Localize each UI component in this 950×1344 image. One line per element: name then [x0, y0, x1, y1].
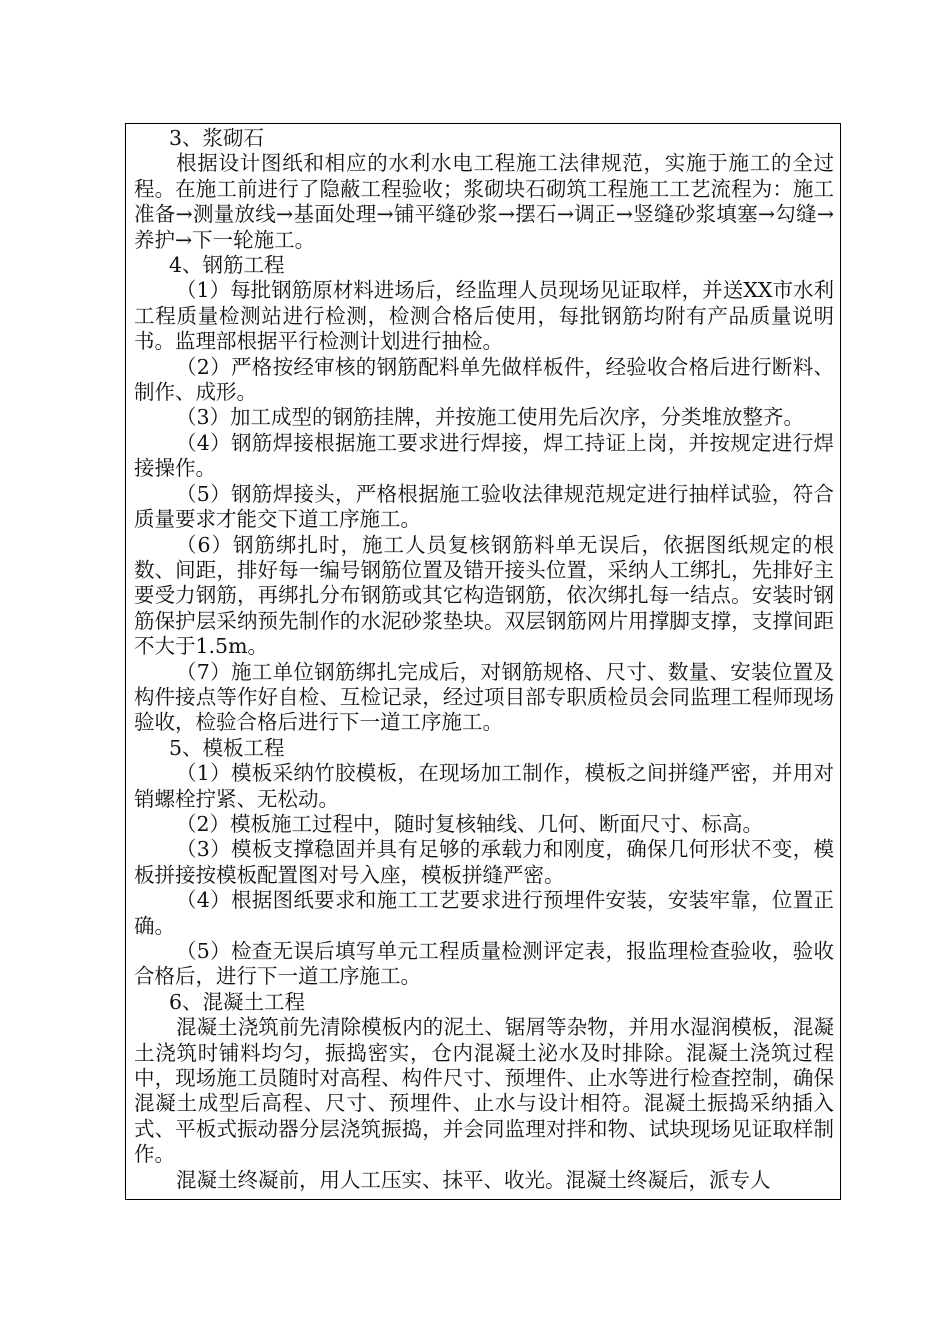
paragraph: （5）钢筋焊接头，严格根据施工验收法律规范规定进行抽样试验，符合质量要求才能交下道工序施工。 — [134, 481, 834, 532]
paragraph: 混凝土终凝前，用人工压实、抹平、收光。混凝土终凝后，派专人 — [176, 1167, 771, 1192]
paragraph: 根据设计图纸和相应的水利水电工程施工法律规范，实施于施工的全过程。在施工前进行了隐蔽工程验收；浆砌块石砌筑工程施工工艺流程为：施工准备→测量放线→基面处理→铺平缝砂浆→摆石→调正→竖缝砂浆填塞→勾缝→养护→下一轮施工。 — [134, 151, 834, 252]
paragraph: （1）模板采纳竹胶模板，在现场加工制作，模板之间拼缝严密，并用对销螺栓拧紧、无松动。 — [134, 761, 834, 811]
paragraph: 混凝土浇筑前先清除模板内的泥土、锯屑等杂物，并用水湿润模板，混凝土浇筑时铺料均匀，振捣密实，仓内混凝土泌水及时排除。混凝土浇筑过程中，现场施工员随时对高程、构件尺寸、预埋件、止水等进行检查控制，确保混凝土成型后高程、尺寸、预埋件、止水与设计相符。混凝土振捣采纳插入式、平板式振动器分层浇筑振捣，并会同监理对拌和物、试块现场见证取样制作。 — [134, 1015, 834, 1167]
paragraph: （3）模板支撑稳固并具有足够的承载力和刚度，确保几何形状不变，模板拼接按模板配置图对号入座，模板拼缝严密。 — [134, 837, 834, 887]
paragraph: （4）根据图纸要求和施工工艺要求进行预埋件安装，安装牢靠，位置正确。 — [134, 888, 834, 938]
document-body — [134, 126, 834, 1193]
paragraph: （5）检查无误后填写单元工程质量检测评定表，报监理检查验收，验收合格后，进行下一道工序施工。 — [134, 939, 834, 989]
paragraph: （2）模板施工过程中，随时复核轴线、几何、断面尺寸、标高。 — [176, 811, 764, 836]
section-heading-concrete: 6、混凝土工程 — [169, 989, 306, 1014]
paragraph: （6）钢筋绑扎时，施工人员复核钢筋料单无误后，依据图纸规定的根数、间距，排好每一编号钢筋位置及错开接头位置，采纳人工绑扎，先排好主要受力钢筋，再绑扎分布钢筋或其它构造钢筋，依次绑扎每一结点。安装时钢筋保护层采纳预先制作的水泥砂浆垫块。双层钢筋网片用撑脚支撑，支撑间距不大于1.5m。 — [134, 532, 834, 659]
section-heading-formwork: 5、模板工程 — [169, 735, 285, 760]
section-heading-masonry: 3、浆砌石 — [169, 126, 265, 150]
paragraph: （7）施工单位钢筋绑扎完成后，对钢筋规格、尺寸、数量、安装位置及构件接点等作好自检、互检记录，经过项目部专职质检员会同监理工程师现场验收，检验合格后进行下一道工序施工。 — [134, 659, 834, 735]
paragraph: （4）钢筋焊接根据施工要求进行焊接，焊工持证上岗，并按规定进行焊接操作。 — [134, 430, 834, 481]
paragraph: （1）每批钢筋原材料进场后，经监理人员现场见证取样，并送XX市水利工程质量检测站进行检测，检测合格后使用，每批钢筋均附有产品质量说明书。监理部根据平行检测计划进行抽检。 — [134, 278, 834, 354]
section-heading-rebar: 4、钢筋工程 — [169, 253, 285, 278]
paragraph: （2）严格按经审核的钢筋配料单先做样板件，经验收合格后进行断料、制作、成形。 — [134, 354, 834, 405]
paragraph: （3）加工成型的钢筋挂牌，并按施工使用先后次序，分类堆放整齐。 — [176, 405, 805, 430]
document-frame — [125, 123, 841, 1200]
